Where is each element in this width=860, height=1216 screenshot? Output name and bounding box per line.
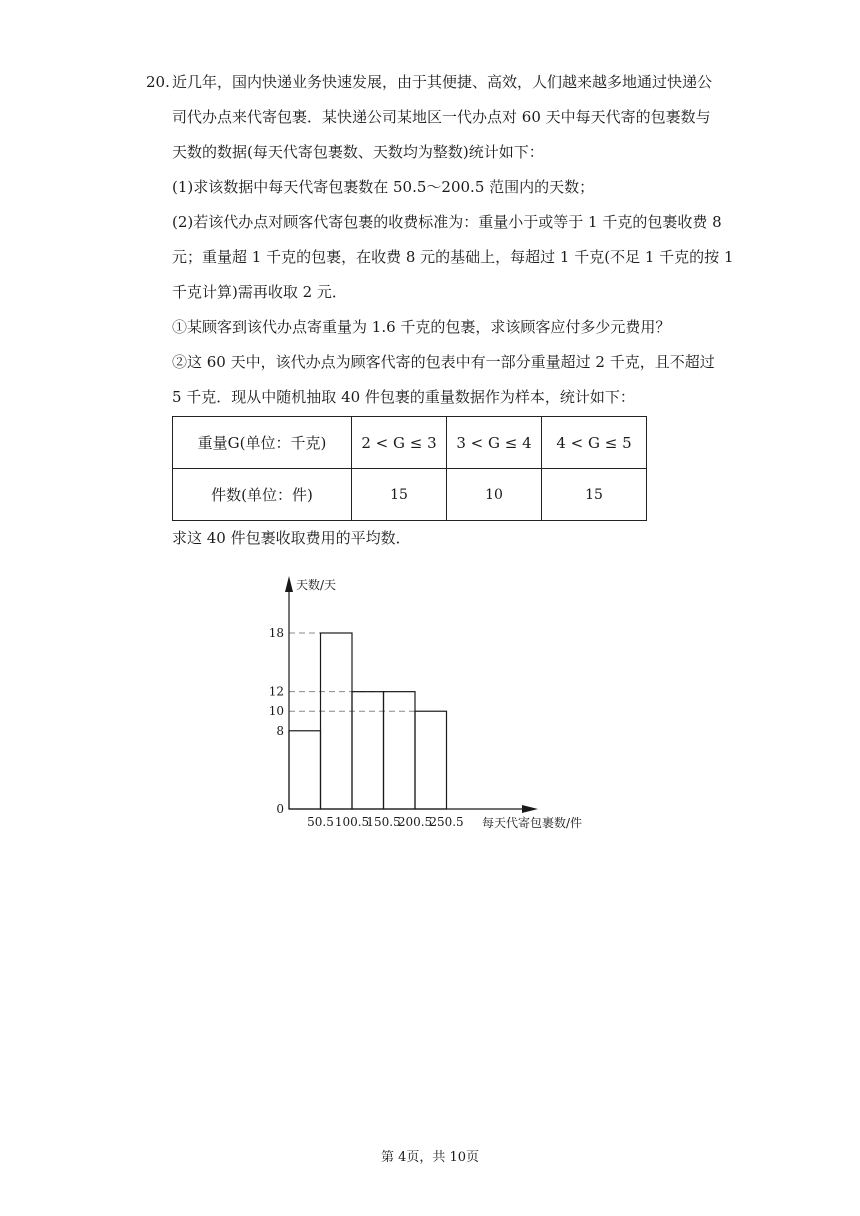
x-axis-arrow (522, 805, 538, 813)
table-count-cell: 15 (542, 469, 647, 521)
histogram-bar (352, 692, 384, 809)
x-tick-label: 250.5 (429, 815, 464, 829)
question-line-5: (2)若该代办点对顾客代寄包裹的收费标准为：重量小于或等于 1 千克的包裹收费 8 (172, 213, 722, 231)
histogram-bar (321, 633, 353, 809)
y-tick-label: 0 (276, 802, 284, 816)
question-line-3: 天数的数据(每天代寄包裹数、天数均为整数)统计如下： (172, 143, 544, 161)
x-tick-label: 50.5 (307, 815, 334, 829)
x-tick-label: 200.5 (397, 815, 433, 829)
table-row-header: 重量G(单位：千克) (173, 417, 352, 469)
question-line-2: 司代办点来代寄包裹．某快递公司某地区一代办点对 60 天中每天代寄的包裹数与 (172, 108, 711, 126)
table-row-header: 件数(单位：件) (173, 469, 352, 521)
question-line-10: 5 千克．现从中随机抽取 40 件包裹的重量数据作为样本，统计如下： (172, 388, 635, 406)
x-tick-label: 100.5 (334, 815, 370, 829)
question-number: 20. (146, 73, 170, 91)
histogram-bar (384, 692, 416, 809)
y-tick-label: 12 (268, 684, 284, 699)
histogram-bar (415, 711, 447, 809)
question-line-7: 千克计算)需再收取 2 元． (172, 283, 347, 301)
table-range-cell: 4 < G ≤ 5 (542, 417, 647, 469)
question-line-9: ②这 60 天中，该代办点为顾客代寄的包表中有一部分重量超过 2 千克，且不超过 (172, 353, 715, 371)
histogram-bar (289, 731, 321, 809)
y-tick-label: 8 (276, 723, 284, 738)
question-line-4: (1)求该数据中每天代寄包裹数在 50.5～200.5 范围内的天数； (172, 178, 595, 196)
y-tick-label: 10 (268, 704, 284, 719)
question-final-line: 求这 40 件包裹收取费用的平均数． (172, 529, 411, 547)
question-line-8: ①某顾客到该代办点寄重量为 1.6 千克的包裹，求该顾客应付多少元费用？ (172, 318, 671, 336)
x-axis-title: 每天代寄包裹数/件 (482, 816, 583, 830)
table-count-cell: 10 (447, 469, 542, 521)
y-axis-title: 天数/天 (296, 578, 337, 592)
question-line-1: 近几年，国内快递业务快速发展，由于其便捷、高效，人们越来越多地通过快递公 (172, 73, 713, 91)
question-line-6: 元；重量超 1 千克的包裹，在收费 8 元的基础上，每超过 1 千克(不足 1 千克的按 1 (172, 248, 734, 266)
page-footer: 第 4页，共 10页 (380, 1150, 480, 1165)
table-count-cell: 15 (352, 469, 447, 521)
x-tick-label: 150.5 (366, 815, 401, 829)
y-axis-arrow (285, 576, 293, 592)
y-tick-label: 18 (268, 626, 284, 640)
table-range-cell: 2 < G ≤ 3 (352, 417, 447, 469)
table-range-cell: 3 < G ≤ 4 (447, 417, 542, 469)
